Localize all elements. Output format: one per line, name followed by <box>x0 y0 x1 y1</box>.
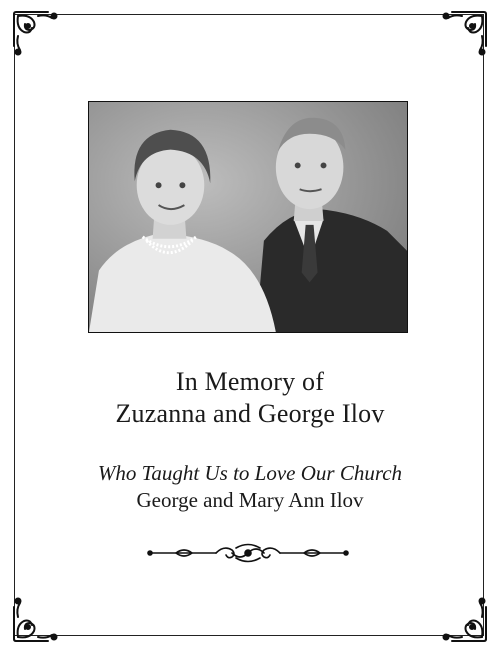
donor-names: George and Mary Ann Ilov <box>136 488 364 512</box>
dedication-text: Who Taught Us to Love Our Church <box>97 461 403 485</box>
portrait-photo <box>88 101 408 333</box>
flourish-corner-icon <box>8 589 66 647</box>
flourish-corner-icon <box>434 589 492 647</box>
memorial-title-line1: In Memory of <box>175 367 325 396</box>
memorial-title-line2: Zuzanna and George Ilov <box>115 399 385 428</box>
flourish-corner-icon <box>434 6 492 64</box>
flourish-corner-icon <box>8 6 66 64</box>
scroll-ornament-icon <box>146 542 350 564</box>
